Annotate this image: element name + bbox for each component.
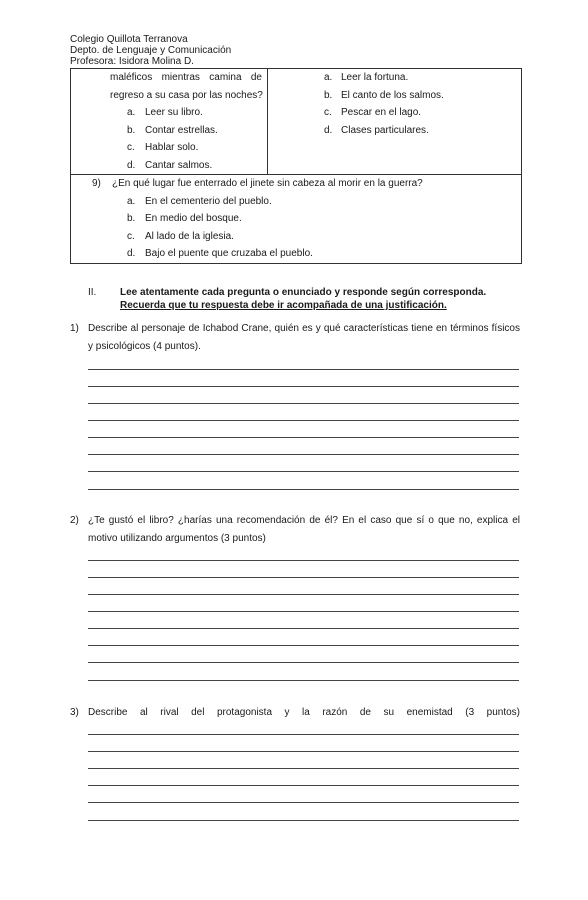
section-instruction: Lee atentamente cada pregunta o enunciado y responde según corresponda. — [120, 287, 487, 298]
document-header — [70, 34, 231, 67]
answer-line[interactable] — [88, 437, 519, 438]
answer-line[interactable] — [88, 611, 519, 612]
department-name: Depto. de Lenguaje y Comunicación — [70, 45, 232, 56]
option-item — [127, 157, 267, 175]
answer-line[interactable] — [88, 751, 519, 752]
answer-line[interactable] — [88, 577, 519, 578]
answer-line[interactable] — [88, 768, 519, 769]
answer-line[interactable] — [88, 560, 519, 561]
option-letter: b. — [324, 89, 333, 101]
answer-line[interactable] — [88, 403, 519, 404]
option-letter: a. — [324, 72, 333, 83]
answer-line[interactable] — [88, 420, 519, 421]
option-text: Hablar solo. — [145, 142, 199, 153]
question-number: 2) — [70, 515, 79, 526]
option-text: El canto de los salmos. — [341, 89, 444, 101]
option-letter: a. — [127, 107, 136, 118]
option-item — [324, 87, 521, 105]
answer-line[interactable] — [88, 489, 519, 490]
option-item — [324, 69, 521, 87]
question-8-stem-line-1: maléficos mientras camina de — [110, 72, 262, 83]
answer-line[interactable] — [88, 471, 519, 472]
option-item — [127, 245, 521, 263]
answer-line[interactable] — [88, 734, 519, 735]
question-number: 3) — [70, 707, 79, 718]
option-letter: a. — [127, 195, 136, 207]
option-item — [127, 139, 267, 157]
question-2 — [70, 512, 520, 548]
question-8-left-cell — [71, 69, 268, 175]
option-item — [127, 210, 521, 228]
option-item — [127, 104, 267, 122]
option-text: Leer su libro. — [145, 107, 203, 118]
option-letter: c. — [127, 142, 135, 153]
option-text: En el cementerio del pueblo. — [145, 195, 272, 207]
option-text: Cantar salmos. — [145, 159, 213, 171]
answer-line[interactable] — [88, 820, 519, 821]
section-note: Recuerda que tu respuesta debe ir acompañada de una justificación. — [120, 300, 447, 311]
option-text: Clases particulares. — [341, 124, 429, 136]
answer-line[interactable] — [88, 594, 519, 595]
question-text: Describe al rival del protagonista y la razón de su enemistad (3 puntos) — [88, 707, 520, 718]
option-letter: b. — [127, 124, 136, 136]
option-text: Bajo el puente que cruzaba el pueblo. — [145, 248, 313, 259]
answer-line[interactable] — [88, 628, 519, 629]
option-item — [324, 122, 521, 140]
question-3 — [70, 704, 520, 722]
option-item — [127, 228, 521, 246]
question-number: 1) — [70, 323, 79, 334]
question-9-stem — [92, 175, 521, 193]
answer-line[interactable] — [88, 369, 519, 370]
answer-line[interactable] — [88, 386, 519, 387]
option-letter: b. — [127, 213, 136, 224]
question-9-text: ¿En qué lugar fue enterrado el jinete sin cabeza al morir en la guerra? — [112, 178, 423, 189]
answer-line[interactable] — [88, 662, 519, 663]
option-item — [324, 104, 521, 122]
option-letter: d. — [127, 159, 136, 171]
answer-line[interactable] — [88, 454, 519, 455]
option-letter: d. — [127, 248, 136, 259]
option-letter: c. — [324, 107, 332, 118]
school-name: Colegio Quillota Terranova — [70, 34, 188, 45]
question-number: 9) — [92, 178, 101, 189]
question-9-cell — [71, 175, 522, 264]
option-item — [127, 122, 267, 140]
option-text: En medio del bosque. — [145, 213, 242, 224]
multiple-choice-table — [70, 68, 522, 264]
option-letter: c. — [127, 230, 135, 242]
question-text: ¿Te gustó el libro? ¿harías una recomendación de él? En el caso que sí o que no, explica el motivo utilizando argumentos (3 puntos) — [88, 515, 520, 544]
answer-line[interactable] — [88, 645, 519, 646]
question-8-right-cell — [268, 69, 522, 175]
option-letter: d. — [324, 124, 333, 136]
question-1 — [70, 320, 520, 356]
option-text: Leer la fortuna. — [341, 72, 409, 83]
answer-line[interactable] — [88, 802, 519, 803]
answer-line[interactable] — [88, 680, 519, 681]
option-item — [127, 193, 521, 211]
section-numeral: II. — [88, 287, 97, 298]
question-8-stem-line-2: regreso a su casa por las noches? — [110, 89, 263, 101]
teacher-name: Profesora: Isidora Molina D. — [70, 56, 194, 67]
answer-line[interactable] — [88, 785, 519, 786]
option-text: Contar estrellas. — [145, 124, 218, 136]
option-text: Al lado de la iglesia. — [145, 230, 234, 242]
question-text: Describe al personaje de Ichabod Crane, quién es y qué características tiene en términos físicos y psicológicos (4 puntos). — [88, 323, 520, 352]
option-text: Pescar en el lago. — [341, 107, 422, 118]
